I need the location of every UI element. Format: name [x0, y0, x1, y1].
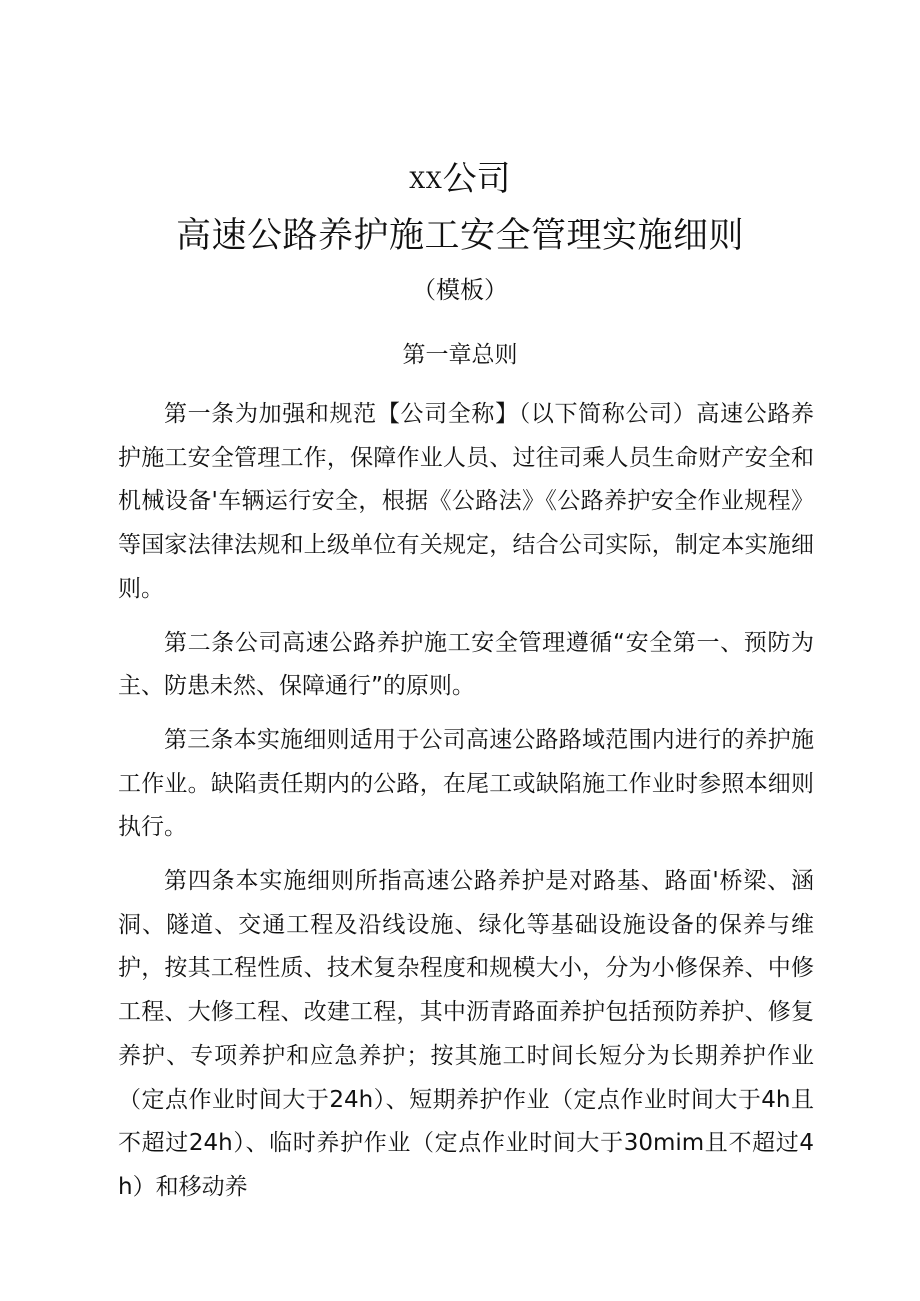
article-4-paragraph: 第四条本实施细则所指高速公路养护是对路基、路面'桥梁、涵洞、隧道、交通工程及沿线设施、绿化等基础设施设备的保养与维护，按其工程性质、技术复杂程度和规模大小，分为小修保养、中修工程、大修工程、改建工程，其中沥青路面养护包括预防养护、修复养护、专项养护和应急养护；按其施工时间长短分为长期养护作业（定点作业时间大于24h）、短期养护作业（定点作业时间大于4h且不超过24h）、临时养护作业（定点作业时间大于30mim且不超过4h）和移动养 — [118, 868, 814, 1200]
company-name — [0, 156, 920, 205]
document-title: 高速公路养护施工安全管理实施细则 — [175, 216, 744, 256]
chapter-heading: 第一章总则 — [402, 342, 518, 368]
company-prefix: XX — [409, 169, 443, 194]
article-2-paragraph: 第二条公司高速公路养护施工安全管理遵循“安全第一、预防为主、防患未然、保障通行”的原则。 — [118, 629, 814, 700]
document-body — [118, 393, 814, 1220]
article-1-paragraph: 第一条为加强和规范【公司全称】（以下简称公司）高速公路养护施工安全管理工作，保障作业人员、过往司乘人员生命财产安全和机械设备'车辆运行安全，根据《公路法》《公路养护安全作业规程》等国家法律法规和上级单位有关规定，结合公司实际，制定本实施细则。 — [118, 401, 814, 602]
company-suffix: 公司 — [442, 159, 511, 199]
document-subtitle: （模板） — [412, 276, 508, 304]
article-3-paragraph: 第三条本实施细则适用于公司高速公路路域范围内进行的养护施工作业。缺陷责任期内的公路，在尾工或缺陷施工作业时参照本细则执行。 — [118, 726, 814, 841]
